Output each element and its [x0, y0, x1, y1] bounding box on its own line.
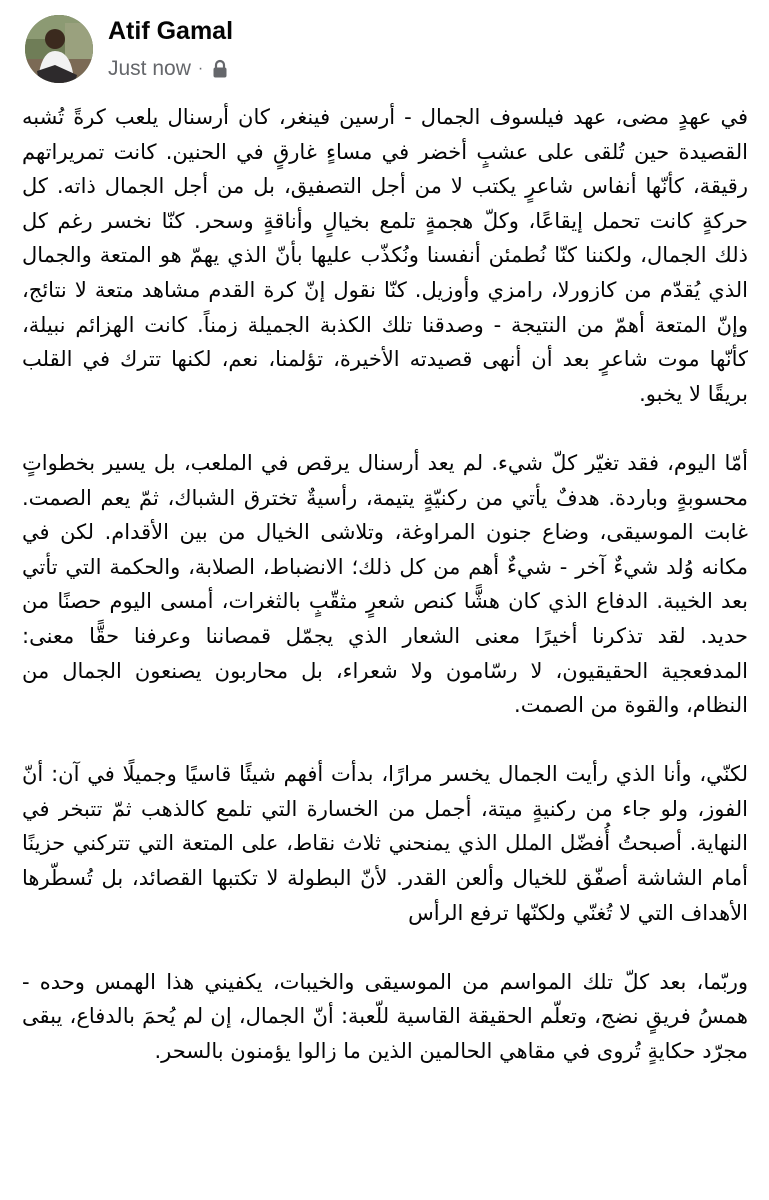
meta-separator: · — [197, 60, 204, 77]
avatar-photo — [25, 15, 93, 83]
author-avatar[interactable] — [25, 15, 93, 83]
post-paragraph: لكنّي، وأنا الذي رأيت الجمال يخسر مرارًا، بدأت أفهم شيئًا قاسيًا وجميلًا في آن: أنّ الفوز، ولو جاء من ركنيةٍ ميتة، أجمل من الخسارة التي تلمع كالذهب ثمّ تتبخر في النهاية. أصبحتُ أُفضّل الملل الذي يمنحني ثلاث نقاط، على المتعة التي تتركني حزينًا أمام الشاشة أصفّق للخيال وألعن القدر. لأنّ البطولة لا تكتبها القصائد، بل تُسطّرها الأهداف التي لا تُغنّي ولكنّها ترفع الرأس — [22, 762, 748, 925]
post-header — [0, 0, 769, 100]
post-meta — [108, 55, 228, 83]
post-paragraph: وربّما، بعد كلّ تلك المواسم من الموسيقى والخيبات، يكفيني هذا الهمس وحده - همسُ فريقٍ نضج، وتعلّم الحقيقة القاسية للّعبة: أنّ الجمال، إن لم يُحمَ بالدفاع، يبقى مجرّد حكايةٍ تُروى في مقاهي الحالمين الذين ما زالوا يؤمنون بالسحر. — [22, 969, 748, 1064]
post-paragraph: في عهدٍ مضى، عهد فيلسوف الجمال - أرسين فينغر، كان أرسنال يلعب كرةً تُشبه القصيدة حين تُلقى على عشبٍ أخضر في مساءٍ غارقٍ في الحنين. كانت تمريراتهم رقيقة، كأنّها أنفاس شاعرٍ يكتب لا من أجل التصفيق، بل من أجل الجمال ذاته. كل حركةٍ كانت تحمل إيقاعًا، وكلّ هجمةٍ تلمع بخيالٍ وأناقةٍ وسحر. كنّا نخسر رغم كل ذلك الجمال، ولكننا كنّا نُطمئن أنفسنا ونُكذّب عليها بأنّ الذي يهمّ هو المتعة والجمال الذي يُقدّم من كازورلا، رامزي وأوزيل. كنّا نقول إنّ كرة القدم مشاهد متعة لا نتائج، وإنّ المتعة أهمّ من النتيجة - وصدقنا تلك الكذبة الجميلة زمناً. كانت الهزائم نبيلة، كأنّها موت شاعرٍ بعد أن أنهى قصيدته الأخيرة، تؤلمنا، نعم، لكنها تترك في القلب بريقًا لا يخبو. — [22, 105, 748, 406]
lock-icon[interactable] — [212, 59, 228, 79]
post-paragraph: أمّا اليوم، فقد تغيّر كلّ شيء. لم يعد أرسنال يرقص في الملعب، بل يسير بخطواتٍ محسوبةٍ وباردة. هدفٌ يأتي من ركنيّةٍ يتيمة، رأسيةٌ تخترق الشباك، ثمّ يعم الصمت. غابت الموسيقى، وضاع جنون المراوغة، وتلاشى الخيال من بين الأقدام. لكن في مكانه وُلد شيءٌ آخر - شيءٌ أهم من كل ذلك؛ الانضباط، الصلابة، والحكمة التي تأتي بعد الخيبة. الدفاع الذي كان هشًّا كنص شعرٍ مثقّبٍ بالثغرات، أمسى اليوم حصنًا من حديد. لقد تذكرنا أخيرًا معنى الشعار الذي يجمّل قمصاننا وعرفنا حقًّا معنى: المدفعجية الحقيقيون، لا رسّامون ولا شعراء، بل محاربون يصنعون الجمال من النظام، والقوة من الصمت. — [22, 450, 748, 718]
post-body — [22, 100, 748, 1103]
author-name[interactable]: Atif Gamal — [108, 17, 234, 45]
post-timestamp[interactable]: Just now — [108, 57, 191, 80]
